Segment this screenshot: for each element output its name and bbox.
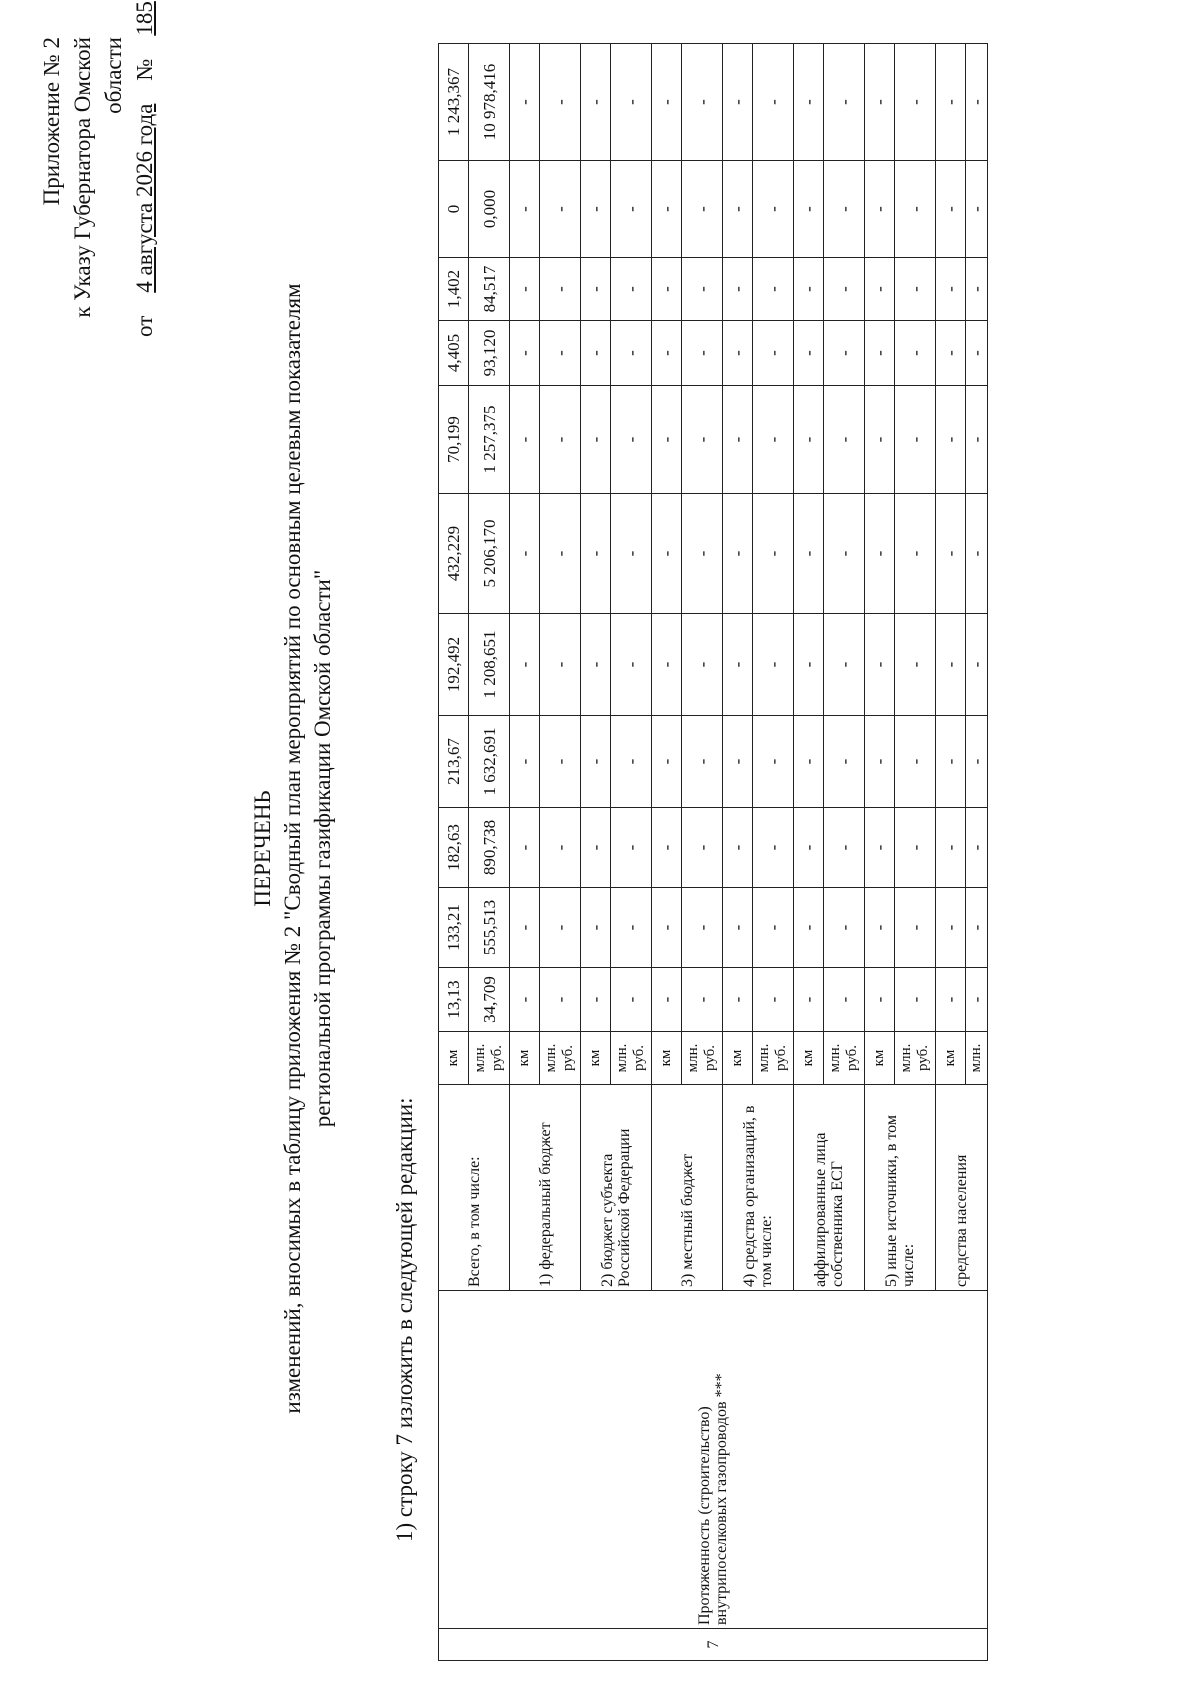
value-cell: - [540, 321, 581, 386]
value-cell: - [540, 44, 581, 161]
value-cell: 1,402 [439, 258, 469, 321]
value-cell: - [723, 716, 753, 808]
value-cell: - [723, 44, 753, 161]
value-cell: 84,517 [469, 258, 510, 321]
value-cell: - [753, 614, 794, 716]
value-cell: - [682, 716, 723, 808]
attachment-date: 4 августа 2026 года [132, 103, 157, 293]
value-cell: - [865, 386, 895, 494]
value-cell: 1 208,651 [469, 614, 510, 716]
value-cell: - [540, 161, 581, 258]
value-cell: - [753, 161, 794, 258]
value-cell: - [895, 386, 936, 494]
value-cell: - [895, 258, 936, 321]
value-cell: - [611, 321, 652, 386]
value-cell: - [865, 321, 895, 386]
value-cell: 5 206,170 [469, 494, 510, 614]
value-cell: - [652, 494, 682, 614]
funding-source-label: Всего, в том числе: [439, 1085, 510, 1291]
value-cell: 10 978,416 [469, 44, 510, 161]
unit-cell: млн. руб. [540, 1032, 581, 1085]
value-cell: - [723, 386, 753, 494]
unit-cell: млн. руб. [753, 1032, 794, 1085]
value-cell: 13,13 [439, 968, 469, 1032]
value-cell: - [936, 44, 966, 161]
unit-cell: км [794, 1032, 824, 1085]
value-cell: - [794, 258, 824, 321]
value-cell: - [682, 44, 723, 161]
value-cell: - [824, 968, 865, 1032]
value-cell: - [824, 321, 865, 386]
funding-source-label: 5) иные источники, в том числе: [865, 1085, 936, 1291]
value-cell: - [611, 968, 652, 1032]
value-cell: - [652, 386, 682, 494]
value-cell: 182,63 [439, 808, 469, 888]
value-cell: - [540, 888, 581, 968]
value-cell: - [540, 494, 581, 614]
funding-source-label: аффилированные лица собственника ЕСГ [794, 1085, 865, 1291]
value-cell: - [895, 716, 936, 808]
value-cell: - [540, 614, 581, 716]
value-cell: - [936, 494, 966, 614]
value-cell: 133,21 [439, 888, 469, 968]
value-cell: - [540, 716, 581, 808]
value-cell: - [652, 716, 682, 808]
value-cell: - [895, 44, 936, 161]
value-cell: 4,405 [439, 321, 469, 386]
unit-cell: км [936, 1032, 966, 1085]
value-cell: - [824, 716, 865, 808]
value-cell: - [581, 161, 611, 258]
value-cell: - [652, 808, 682, 888]
value-cell: - [581, 494, 611, 614]
funding-source-label: 2) бюджет субъекта Российской Федерации [581, 1085, 652, 1291]
attachment-date-prefix: от [132, 315, 157, 337]
value-cell: - [824, 808, 865, 888]
value-cell: - [865, 808, 895, 888]
funding-source-label: 3) местный бюджет [652, 1085, 723, 1291]
document-title-line-2: изменений, вносимых в таблицу приложения № 2 "Сводный план мероприятий по основным целевым показателям [280, 283, 305, 1414]
funding-source-label: 4) средства организаций, в том числе: [723, 1085, 794, 1291]
value-cell: - [865, 716, 895, 808]
value-cell: - [652, 888, 682, 968]
value-cell: - [966, 494, 988, 614]
value-cell: - [794, 44, 824, 161]
value-cell: - [723, 258, 753, 321]
indicator-cell: Протяженность (строительство) внутрипоселковых газопроводов *** [439, 1291, 988, 1629]
row-number-cell: 7 [439, 1629, 988, 1661]
value-cell: - [682, 386, 723, 494]
attachment-line-2: к Указу Губернатора Омской области [70, 37, 126, 318]
value-cell: - [540, 386, 581, 494]
value-cell: - [723, 321, 753, 386]
value-cell: - [581, 614, 611, 716]
value-cell: - [611, 808, 652, 888]
value-cell: - [723, 494, 753, 614]
value-cell: - [753, 888, 794, 968]
unit-cell: км [865, 1032, 895, 1085]
value-cell: - [794, 888, 824, 968]
value-cell: - [510, 614, 540, 716]
value-cell: - [794, 161, 824, 258]
value-cell: - [682, 161, 723, 258]
value-cell: 34,709 [469, 968, 510, 1032]
value-cell: - [966, 716, 988, 808]
value-cell: - [723, 808, 753, 888]
value-cell: - [540, 258, 581, 321]
value-cell: - [581, 716, 611, 808]
value-cell: - [652, 258, 682, 321]
value-cell: - [794, 386, 824, 494]
financing-table [438, 43, 988, 1661]
value-cell: - [510, 386, 540, 494]
value-cell: - [966, 808, 988, 888]
value-cell: 890,738 [469, 808, 510, 888]
value-cell: - [510, 888, 540, 968]
value-cell: - [936, 614, 966, 716]
value-cell: - [895, 614, 936, 716]
value-cell: - [611, 614, 652, 716]
value-cell: - [865, 888, 895, 968]
value-cell: - [936, 258, 966, 321]
value-cell: - [936, 321, 966, 386]
table-container [438, 44, 988, 1661]
value-cell: - [611, 386, 652, 494]
attachment-line-1: Приложение № 2 [39, 37, 64, 206]
value-cell: - [611, 716, 652, 808]
value-cell: - [753, 808, 794, 888]
value-cell: - [652, 44, 682, 161]
value-cell: - [895, 494, 936, 614]
unit-cell: млн. руб. [469, 1032, 510, 1085]
value-cell: - [824, 258, 865, 321]
amendment-instruction: 1) строку 7 изложить в следующей редакции: [392, 1097, 417, 1542]
value-cell: - [581, 386, 611, 494]
value-cell: - [753, 321, 794, 386]
unit-cell: км [581, 1032, 611, 1085]
document-title: ПЕРЕЧЕНЬ [250, 790, 275, 907]
value-cell: - [966, 386, 988, 494]
value-cell: - [824, 161, 865, 258]
value-cell: - [682, 494, 723, 614]
value-cell: - [794, 716, 824, 808]
value-cell: - [510, 968, 540, 1032]
value-cell: - [652, 614, 682, 716]
value-cell: - [865, 258, 895, 321]
value-cell: - [652, 968, 682, 1032]
unit-cell: км [652, 1032, 682, 1085]
value-cell: - [510, 321, 540, 386]
table-body [439, 44, 988, 1661]
value-cell: - [682, 321, 723, 386]
value-cell: - [895, 968, 936, 1032]
value-cell: - [895, 888, 936, 968]
value-cell: 70,199 [439, 386, 469, 494]
value-cell: - [540, 808, 581, 888]
unit-cell: млн. [966, 1032, 988, 1085]
unit-cell: км [723, 1032, 753, 1085]
value-cell: - [652, 321, 682, 386]
value-cell: - [794, 808, 824, 888]
value-cell: - [581, 968, 611, 1032]
table-row [439, 44, 469, 1661]
value-cell: - [794, 968, 824, 1032]
value-cell: 1 632,691 [469, 716, 510, 808]
value-cell: - [510, 44, 540, 161]
attachment-number-sign: № [132, 58, 157, 81]
unit-cell: км [439, 1032, 469, 1085]
value-cell: - [723, 161, 753, 258]
value-cell: - [966, 258, 988, 321]
value-cell: - [824, 44, 865, 161]
value-cell: - [936, 968, 966, 1032]
value-cell: - [611, 258, 652, 321]
value-cell: 213,67 [439, 716, 469, 808]
value-cell: - [794, 614, 824, 716]
value-cell: - [936, 888, 966, 968]
value-cell: 0,000 [469, 161, 510, 258]
attachment-block [36, 1, 160, 337]
value-cell: - [966, 888, 988, 968]
value-cell: - [723, 888, 753, 968]
funding-source-label: 1) федеральный бюджет [510, 1085, 581, 1291]
unit-cell: млн. руб. [611, 1032, 652, 1085]
value-cell: - [682, 808, 723, 888]
value-cell: - [865, 44, 895, 161]
value-cell: - [510, 716, 540, 808]
value-cell: - [895, 321, 936, 386]
value-cell: - [581, 808, 611, 888]
value-cell: - [611, 494, 652, 614]
value-cell: - [682, 614, 723, 716]
document-header [248, 200, 338, 1497]
value-cell: 555,513 [469, 888, 510, 968]
value-cell: - [581, 321, 611, 386]
attachment-number: 185 [132, 1, 157, 36]
value-cell: - [753, 44, 794, 161]
document-title-line-3: региональной программы газификации Омской области" [310, 569, 335, 1128]
value-cell: - [753, 258, 794, 321]
value-cell: - [895, 808, 936, 888]
value-cell: - [723, 614, 753, 716]
value-cell: - [611, 888, 652, 968]
value-cell: - [865, 968, 895, 1032]
value-cell: - [652, 161, 682, 258]
unit-cell: млн. руб. [824, 1032, 865, 1085]
value-cell: 192,492 [439, 614, 469, 716]
value-cell: - [824, 386, 865, 494]
value-cell: - [824, 614, 865, 716]
value-cell: - [794, 321, 824, 386]
value-cell: - [540, 968, 581, 1032]
attachment-line-3 [129, 1, 160, 337]
value-cell: - [966, 968, 988, 1032]
value-cell: - [510, 494, 540, 614]
value-cell: - [824, 494, 865, 614]
value-cell: - [510, 258, 540, 321]
value-cell: - [581, 258, 611, 321]
value-cell: 432,229 [439, 494, 469, 614]
value-cell: - [936, 386, 966, 494]
value-cell: - [611, 161, 652, 258]
value-cell: - [723, 968, 753, 1032]
value-cell: - [753, 716, 794, 808]
value-cell: - [753, 386, 794, 494]
value-cell: - [966, 44, 988, 161]
value-cell: 93,120 [469, 321, 510, 386]
value-cell: - [895, 161, 936, 258]
value-cell: - [682, 968, 723, 1032]
value-cell: - [581, 888, 611, 968]
value-cell: 1 257,375 [469, 386, 510, 494]
value-cell: - [966, 161, 988, 258]
unit-cell: млн. руб. [895, 1032, 936, 1085]
value-cell: - [865, 614, 895, 716]
value-cell: - [966, 321, 988, 386]
value-cell: - [865, 494, 895, 614]
value-cell: - [794, 494, 824, 614]
value-cell: - [682, 258, 723, 321]
value-cell: - [936, 808, 966, 888]
value-cell: - [682, 888, 723, 968]
value-cell: - [936, 161, 966, 258]
value-cell: - [753, 494, 794, 614]
value-cell: - [824, 888, 865, 968]
value-cell: - [936, 716, 966, 808]
value-cell: - [865, 161, 895, 258]
value-cell: - [510, 161, 540, 258]
funding-source-label: средства населения [936, 1085, 988, 1291]
unit-cell: км [510, 1032, 540, 1085]
value-cell: - [581, 44, 611, 161]
value-cell: - [966, 614, 988, 716]
value-cell: 0 [439, 161, 469, 258]
unit-cell: млн. руб. [682, 1032, 723, 1085]
value-cell: - [510, 808, 540, 888]
value-cell: - [611, 44, 652, 161]
value-cell: 1 243,367 [439, 44, 469, 161]
value-cell: - [753, 968, 794, 1032]
